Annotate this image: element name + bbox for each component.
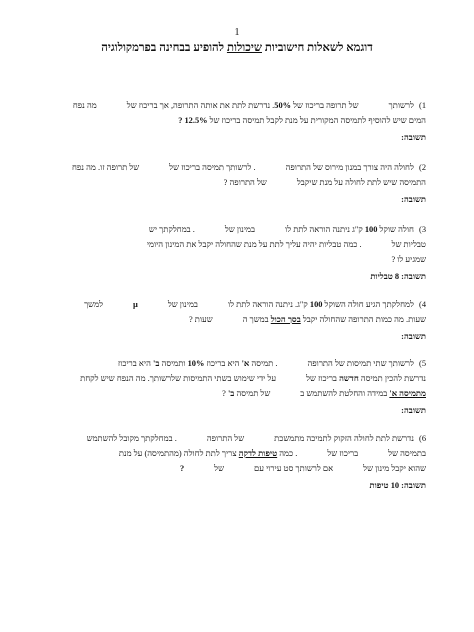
document-title (60, 42, 414, 54)
text-segment: במינון של (224, 225, 256, 234)
question-line (60, 175, 426, 190)
text-segment: בתמיסה של (388, 449, 426, 458)
concentration-value: 50% (274, 101, 292, 110)
text-segment: ? (179, 464, 185, 473)
solution-label: ב' (227, 389, 235, 398)
answer-label: תשובה: (401, 195, 426, 204)
question-line (60, 312, 426, 327)
concentration-value: 10% (187, 359, 205, 368)
text-segment: נדרשת להכין תמיסה (360, 374, 426, 383)
text-segment: לרשותך שתי תמיסות של התרופה (307, 359, 414, 368)
text-segment: ? (178, 116, 183, 125)
question-line (60, 113, 426, 128)
title-before: דוגמא לשאלות חישוביות (262, 42, 373, 54)
question-line (60, 98, 426, 113)
title-after: להופיע בבחינה בפרמקולוגיה (101, 42, 227, 54)
text-segment: במידה והחלטת להשתמש ב (300, 389, 388, 398)
text-segment: ותמיסה (161, 359, 186, 368)
question-number: 3) (419, 225, 426, 234)
answer-value: 8 טבליות (370, 272, 400, 281)
text-segment: ק"ג. ניתנה הוראה לתת לו (227, 300, 308, 309)
answer-label: תשובה: (401, 481, 426, 490)
text-segment: שעות. מה כמות התרופה שהחולה יקבל (302, 315, 426, 324)
answer-label: תשובה: (401, 406, 426, 415)
question-5 (60, 356, 426, 418)
answer-label: תשובה: (401, 133, 426, 142)
weight-value: 100 (364, 225, 378, 234)
text-segment: . נדרשת לתת את אותה התרופה, אך בריכוז של (126, 101, 275, 110)
text-segment: . במחלקתך יש (148, 225, 195, 234)
question-line (60, 371, 426, 386)
text-segment: של תמיסה (236, 389, 271, 398)
question-line (60, 446, 426, 461)
emphasis-text: מתמיסה א' (389, 389, 426, 398)
answer-line (60, 130, 426, 145)
text-segment: היא בריכוז (117, 359, 151, 368)
text-segment: התמיסה שיש לתת לחולה על מנת שיקבל (296, 178, 426, 187)
question-number: 2) (419, 163, 426, 172)
weight-value: 100 (309, 300, 323, 309)
question-line (60, 356, 426, 371)
question-4 (60, 297, 426, 344)
text-segment: טבליות של (391, 240, 426, 249)
question-3 (60, 222, 426, 284)
question-number: 4) (419, 300, 426, 309)
text-segment: . לרשותך תמיסה בריכוז של (169, 163, 256, 172)
question-6 (60, 431, 426, 493)
question-1 (60, 98, 426, 145)
emphasis-text: טיפות לדקה (238, 449, 278, 458)
text-segment: אם לרשותך סט עירוי עם (254, 464, 334, 473)
text-segment: שמגיע לו ? (391, 255, 426, 264)
text-segment: נדרשת לתת לחולה הזקוק לתמיכה מתמשכת (274, 434, 414, 443)
title-underlined: שיכולות (226, 42, 262, 54)
question-line (60, 237, 426, 252)
question-line (60, 160, 426, 175)
text-segment: של תרופה בריכוז של (293, 101, 359, 110)
answer-label: תשובה: (401, 272, 426, 281)
text-segment: צריך לתת לחולה (מהתמיסה) על מנת (118, 449, 237, 458)
text-segment: ק"ג ניתנה הוראה לתת לו (285, 225, 363, 234)
concentration-value: 12.5% (184, 116, 208, 125)
text-segment: מה נפח (72, 101, 97, 110)
question-line (60, 297, 426, 312)
question-2 (60, 160, 426, 207)
solution-label: ב' (153, 359, 160, 368)
question-number: 5) (419, 359, 426, 368)
answer-line (60, 269, 426, 284)
text-segment: ? (222, 389, 226, 398)
solution-label: א' (241, 359, 250, 368)
emphasis-text: חדשה (339, 374, 359, 383)
question-line (60, 222, 426, 237)
text-segment: שעות ? (188, 315, 213, 324)
question-line (60, 431, 426, 446)
text-segment: . כמה (279, 449, 298, 458)
text-segment: למחלקתך הגיע חולה השוקל (324, 300, 414, 309)
text-segment: שהוא יקבל מינון של (363, 464, 426, 473)
page-number: 1 (234, 27, 240, 38)
text-segment: . במחלקתך מקובל להשתמש (86, 434, 177, 443)
text-segment: לרשותך (388, 101, 414, 110)
micro-symbol: µ (133, 300, 138, 309)
text-segment: . כמה טבליות יהיה עליך לתת על מנת שהחולה יקבל את המינון היומי (146, 240, 362, 249)
text-segment: לחולה היה צורך במנון מירוס של התרופה (285, 163, 414, 172)
text-segment: של (214, 464, 225, 473)
text-segment: למשך (84, 300, 103, 309)
text-segment: . תמיסה (251, 359, 278, 368)
question-line (60, 386, 426, 401)
answer-label: תשובה: (401, 332, 426, 341)
answer-line (60, 403, 426, 418)
text-segment: של התרופה ? (223, 178, 267, 187)
answer-value: 10 טיפות (369, 481, 400, 490)
text-segment: המים שיש להוסיף לתמיסה המקורית על מנת לקבל תמיסה בריכוז של (209, 116, 426, 125)
text-segment: במשך ה (242, 315, 269, 324)
text-segment: בריכוז של (306, 374, 337, 383)
question-number: 6) (419, 434, 426, 443)
text-segment: חולה שוקל (379, 225, 414, 234)
text-segment: של התרופה (206, 434, 245, 443)
answer-line (60, 329, 426, 344)
text-segment: במינון של (167, 300, 198, 309)
question-line (60, 461, 426, 476)
question-line (60, 252, 426, 267)
answer-line (60, 478, 426, 493)
text-segment: של תרופה זו. מה נפח (71, 163, 140, 172)
text-segment: בריכוז של (327, 449, 359, 458)
emphasis-text: בסך הכול (270, 315, 301, 324)
question-number: 1) (419, 101, 426, 110)
answer-line (60, 192, 426, 207)
text-segment: על ידי שימוש בשתי התמיסות שלרשותך. מה הנפח שיש לקחת (80, 374, 277, 383)
text-segment: היא בריכוז (206, 359, 240, 368)
